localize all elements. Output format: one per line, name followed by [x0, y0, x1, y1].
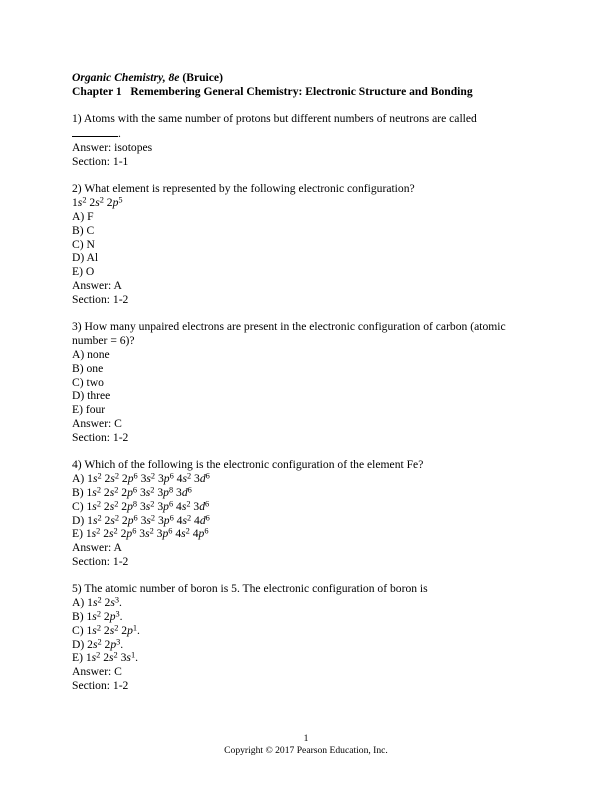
option-e: E) $1s^2$ $2s^2$ $3s^1$. [72, 650, 139, 665]
question-3 [72, 320, 532, 444]
option-e: E) $1s^2$ $2s^2$ $2p^6$ $3s^2$ $3p^6$ $4s^2$ $4p^6$ [72, 526, 209, 541]
chapter-title: Remembering General Chemistry: Electronic Structure and Bonding [130, 84, 473, 98]
question-text-line-2: number = 6)? [72, 334, 135, 348]
option-d: D) $2s^2$ $2p^3$. [72, 636, 124, 651]
option-d: D) three [72, 389, 111, 403]
book-author: (Bruice) [179, 71, 223, 84]
chapter-label: Chapter 1 [72, 84, 122, 98]
answer: Answer: A [72, 541, 122, 555]
question-text: 5) The atomic number of boron is 5. The electronic configuration of boron is [72, 582, 428, 596]
option-c: C) $1s^2$ $2s^2$ $2p^1$. [72, 623, 140, 637]
blank-line [72, 126, 118, 137]
answer-blank: . [72, 126, 532, 141]
section: Section: 1-2 [72, 292, 129, 306]
question-text: 1) Atoms with the same number of protons but different numbers of neutrons are called [72, 112, 477, 126]
answer: Answer: C [72, 416, 122, 430]
option-b: B) C [72, 223, 95, 237]
answer: Answer: C [72, 665, 122, 679]
option-a: A) none [72, 347, 110, 361]
chapter-heading [72, 85, 532, 99]
answer: Answer: A [72, 278, 122, 292]
option-d: D) Al [72, 251, 99, 265]
question-1 [72, 112, 532, 168]
question-text-line-1: 3) How many unpaired electrons are present in the electronic configuration of carbon (atomic [72, 320, 506, 334]
section: Section: 1-2 [72, 430, 129, 444]
question-5 [72, 582, 532, 692]
electron-configuration: $1s^2$ $2s^2$ $2p^5$ [72, 195, 123, 210]
book-title: Organic Chemistry, 8e [72, 71, 180, 84]
option-a: A) $1s^2$ $2s^3$. [72, 595, 122, 610]
copyright: Copyright © 2017 Pearson Education, Inc. [224, 745, 388, 756]
option-b: B) $1s^2$ $2p^3$. [72, 609, 123, 624]
document-page [72, 71, 532, 693]
question-text: 4) Which of the following is the electronic configuration of the element Fe? [72, 458, 424, 472]
option-a: A) $1s^2$ $2s^2$ $2p^6$ $3s^2$ $3p^6$ $4s^2$ $3d^6$ [72, 471, 210, 486]
answer: Answer: isotopes [72, 140, 153, 154]
option-d: D) $1s^2$ $2s^2$ $2p^6$ $3s^2$ $3p^6$ $4s^2$ $4d^6$ [72, 512, 210, 527]
question-2 [72, 182, 532, 306]
option-b: B) $1s^2$ $2s^2$ $2p^6$ $3s^2$ $3p^8$ $3d^6$ [72, 485, 192, 499]
option-a: A) F [72, 209, 94, 223]
page-footer [0, 733, 612, 757]
section: Section: 1-2 [72, 679, 129, 693]
question-text: 2) What element is represented by the following electronic configuration? [72, 182, 415, 196]
option-c: C) $1s^2$ $2s^2$ $2p^8$ $3s^2$ $3p^6$ $4s^2$ $3d^6$ [72, 498, 210, 513]
option-b: B) one [72, 361, 104, 375]
question-4 [72, 458, 532, 568]
option-c: C) N [72, 237, 95, 251]
option-c: C) two [72, 375, 104, 389]
option-e: E) O [72, 265, 95, 279]
option-e: E) four [72, 403, 106, 417]
book-title-line [72, 71, 532, 85]
section: Section: 1-1 [72, 154, 129, 168]
page-number: 1 [303, 733, 309, 744]
section: Section: 1-2 [72, 554, 129, 568]
